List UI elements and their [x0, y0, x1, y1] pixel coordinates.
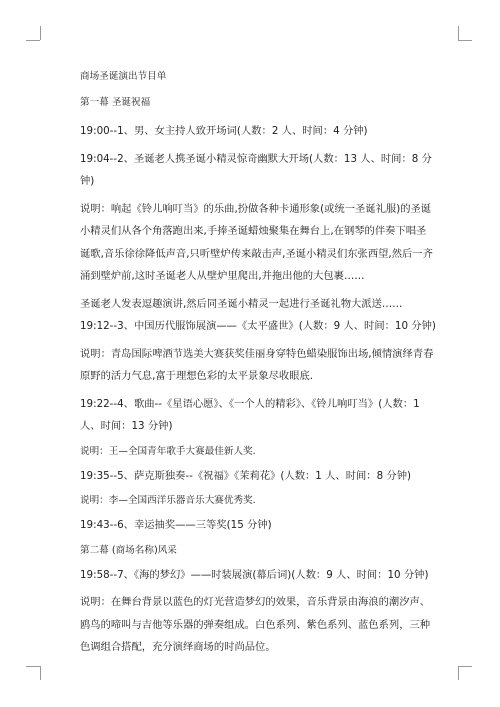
program-description: 说明：李—全国西洋乐器音乐大赛优秀奖.: [80, 495, 256, 506]
program-item: 19:35--5、萨克斯独奏--《祝福》《茉莉花》(人数：1 人、时间：8 分钟): [80, 469, 412, 482]
program-description: 圣诞老人发表逗趣演讲,然后同圣诞小精灵一起进行圣诞礼物大派送……: [80, 297, 403, 310]
act-heading: 第一幕 圣诞祝福: [80, 97, 151, 108]
program-item: 19:04--2、圣诞老人携圣诞小精灵惊奇幽默大开场(人数：13 人、时间：8 分钟): [80, 152, 432, 187]
program-item: 19:12--3、中国历代服饰展演——《太平盛世》(人数：9 人、时间：10 分钟): [80, 320, 436, 332]
program-description: 说明：在舞台背景以蓝色的灯光营造梦幻的效果，音乐背景由海浪的潮汐声、鸥鸟的啼叫与吉他等乐器的弹奏组成。白色系列、紫色系列、蓝色系列，三种色调组合搭配，充分演绎商场的时尚品位。: [80, 596, 431, 653]
program-item: 19:58--7、《海的梦幻》——时装展演(幕后词)(人数：9 人、时间：10 分钟): [80, 568, 429, 581]
program-description: 说明：王—全国青年歌手大赛最佳新人奖.: [80, 445, 256, 457]
document-body: [80, 68, 436, 659]
program-description: 说明：青岛国际啤酒节选美大赛获奖佳丽身穿特色蜡染服饰出场,倾情演绎青春原野的活力气息,富于理想色彩的太平景象尽收眼底.: [80, 347, 434, 382]
act-heading: 第二幕 (商场名称)风采: [80, 544, 177, 556]
program-item: 19:43--6、幸运抽奖——三等奖(15 分钟): [80, 519, 272, 531]
document-title: 商场圣诞演出节目单: [80, 71, 167, 82]
program-description: 说明：响起《铃儿响叮当》的乐曲,扮做各种卡通形象(或统一圣诞礼服)的圣诞小精灵们从各个角落跑出来,手捧圣诞蜡烛聚集在舞台上,在钢琴的伴奏下唱圣诞歌,音乐徐徐降低声音,只听壁炉传来敲击声,圣诞小精灵们东张西望,然后一齐涌到壁炉前,这时圣诞老人从壁炉里爬出,并拖出他的大包裹……: [80, 202, 433, 282]
program-item: 19:22--4、歌曲--《星语心愿》、《一个人的精彩》、《铃儿响叮当》(人数：1 人、时间：13 分钟): [80, 397, 420, 432]
program-item: 19:00--1、男、女主持人致开场词(人数：2 人、时间：4 分钟): [80, 125, 368, 137]
